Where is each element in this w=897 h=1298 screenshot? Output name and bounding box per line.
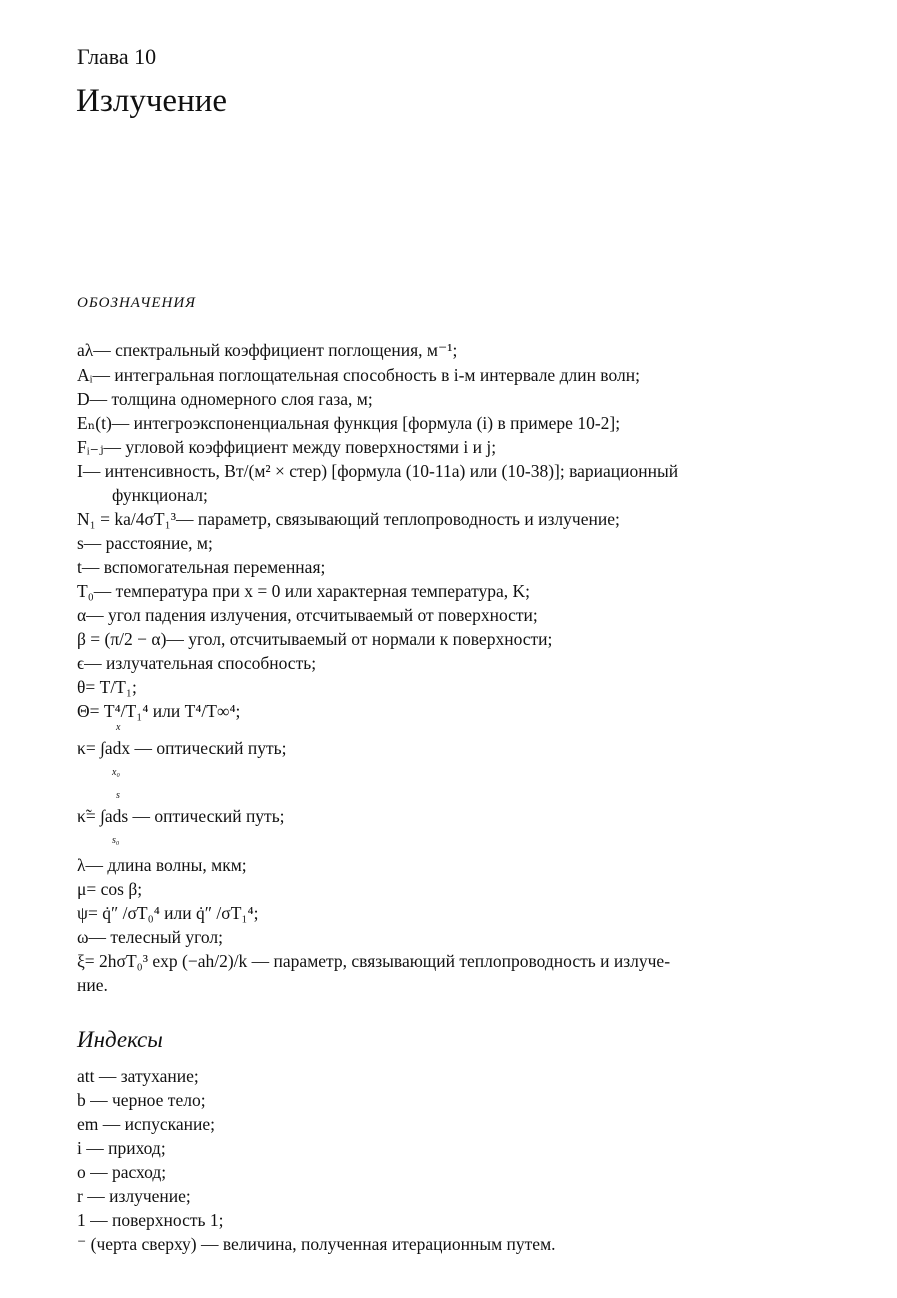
chapter-title: Излучение [76,83,228,119]
notation-line: I— интенсивность, Вт/(м² × стер) [формула (10-11a) или (10-38)]; вариационный [77,461,679,481]
notation-line: aλ— спектральный коэффициент поглощения, м⁻¹; [77,340,458,360]
notation-line: θ= T/T₁; [77,677,137,697]
notation-line: ϵ— излучательная способность; [77,653,317,673]
index-line: ⁻ (черта сверху) — величина, полученная итерационным путем. [77,1234,556,1254]
indices-heading: Индексы [77,1027,163,1052]
notation-heading: ОБОЗНАЧЕНИЯ [77,295,197,311]
notation-line: μ= cos β; [77,879,143,899]
notation-line: t— вспомогательная переменная; [77,557,326,577]
notation-line: D— толщина одномерного слоя газа, м; [77,389,373,409]
index-line: 1 — поверхность 1; [77,1210,224,1230]
notation-line: s— расстояние, м; [77,533,213,553]
notation-line: T₀— температура при x = 0 или характерная температура, K; [77,581,531,601]
notation-line: ξ= 2hσT₀³ exp (−ah/2)/k — параметр, связывающий теплопроводность и излуче- [77,951,671,971]
integral-upper-limit: x [116,722,121,733]
index-line: o — расход; [77,1162,167,1182]
notation-line: ω— телесный угол; [77,927,223,947]
notation-line: Θ= T⁴/T₁⁴ или T⁴/T∞⁴; [77,701,241,721]
integral-lower-limit: s₀ [112,835,120,846]
notation-line: Aᵢ— интегральная поглощательная способность в i-м интервале длин волн; [77,365,640,385]
index-line: b — черное тело; [77,1090,206,1110]
notation-line: N₁ = ka/4σT₁³— параметр, связывающий теплопроводность и излучение; [77,509,620,529]
notation-line: Eₙ(t)— интегроэкспоненциальная функция [формула (i) в примере 10-2]; [77,413,621,433]
notation-line: функционал; [112,485,208,505]
notation-line: β = (π/2 − α)— угол, отсчитываемый от нормали к поверхности; [77,629,553,649]
notation-line: Fᵢ₋ⱼ— угловой коэффициент между поверхностями i и j; [77,437,497,457]
notation-line: κ̃= ∫ads — оптический путь; [77,806,285,826]
index-line: em — испускание; [77,1114,216,1134]
index-line: r — излучение; [77,1186,191,1206]
notation-line: ψ= q̇″ /σT₀⁴ или q̇″ /σT₁⁴; [77,903,259,923]
notation-line: κ= ∫adx — оптический путь; [77,738,287,758]
notation-line: ние. [77,975,108,995]
index-line: i — приход; [77,1138,166,1158]
integral-lower-limit: x₀ [112,767,120,778]
notation-line: λ— длина волны, мкм; [77,855,247,875]
index-line: att — затухание; [77,1066,199,1086]
chapter-label: Глава 10 [77,44,157,69]
notation-line: α— угол падения излучения, отсчитываемый от поверхности; [77,605,538,625]
integral-upper-limit: s [116,790,120,801]
